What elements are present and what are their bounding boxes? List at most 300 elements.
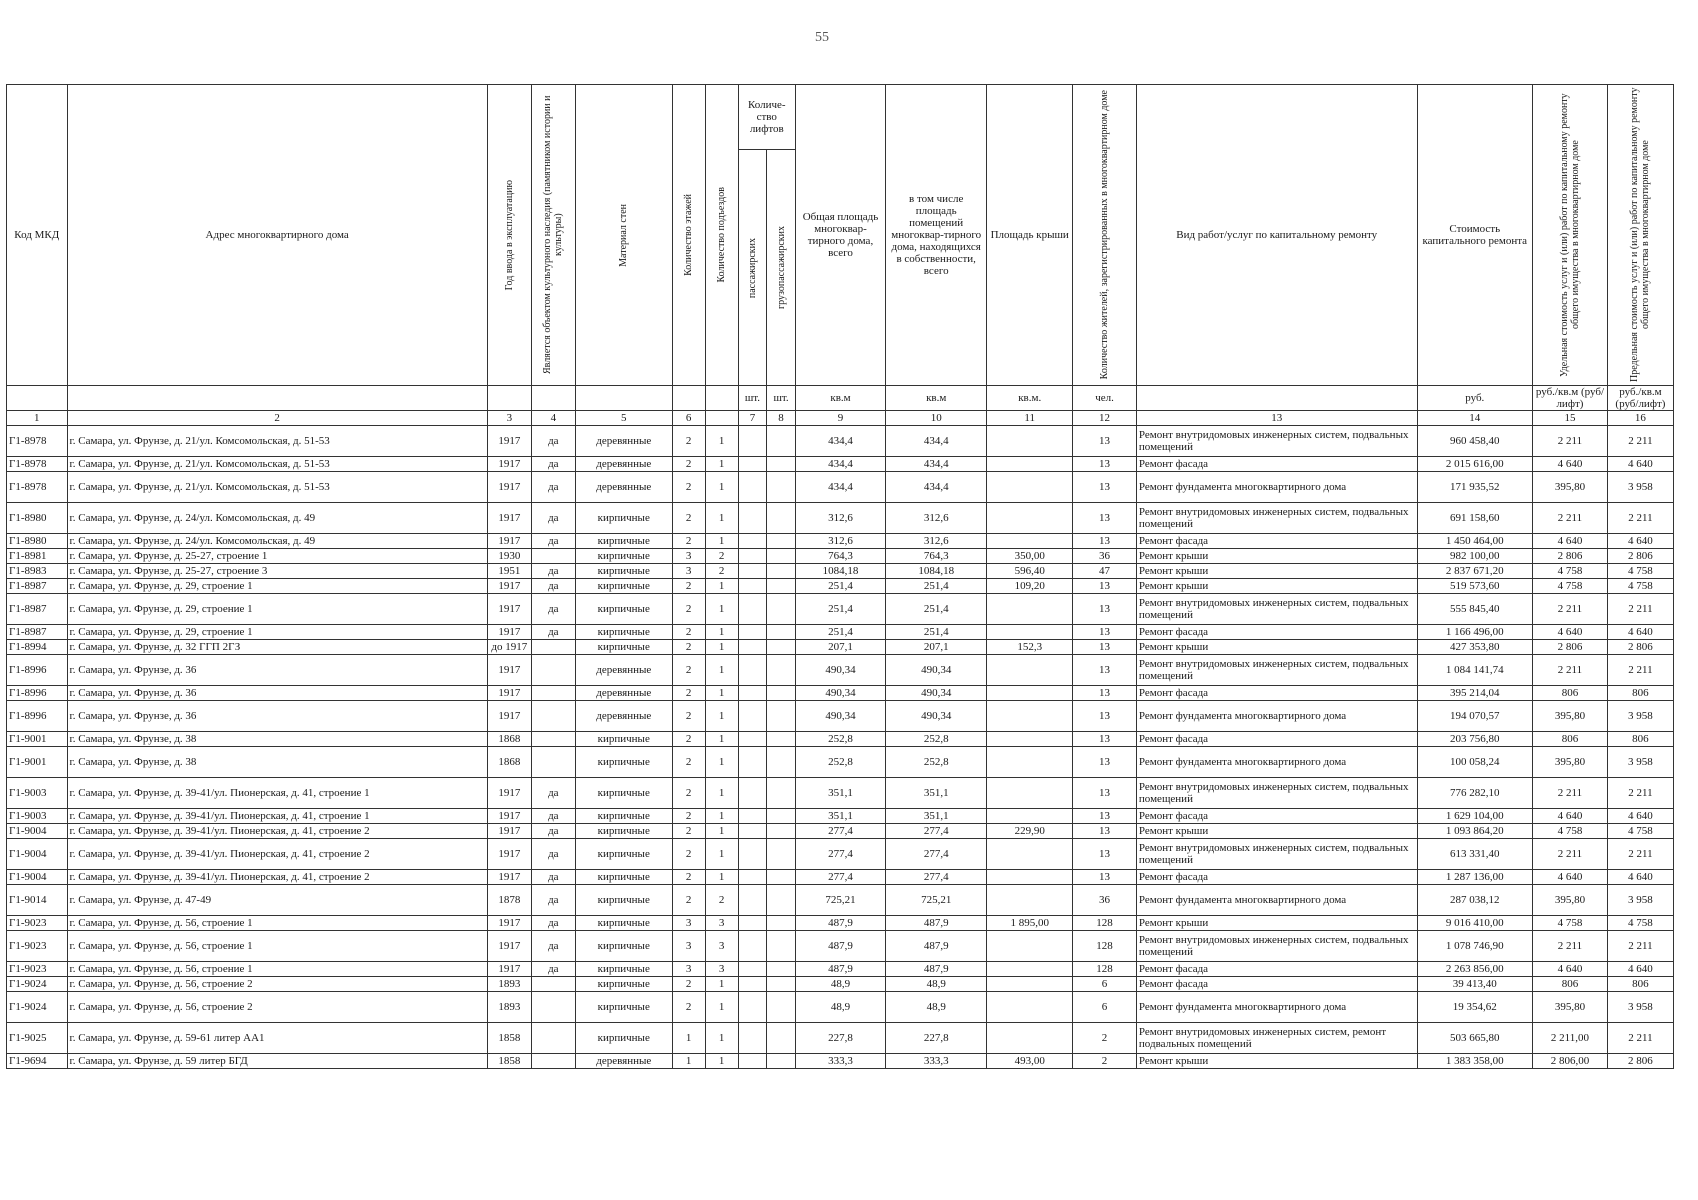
cell-floors: 2 xyxy=(672,579,705,594)
cell-unit-cost: 2 211 xyxy=(1533,594,1608,625)
cell-floors: 3 xyxy=(672,962,705,977)
cell-code: Г1-8978 xyxy=(7,472,68,503)
cell-roof-area xyxy=(987,839,1073,870)
table-row xyxy=(7,594,1674,625)
cell-unit-cost: 395,80 xyxy=(1533,472,1608,503)
column-number: 16 xyxy=(1607,411,1673,426)
cell-unit-cost: 2 211,00 xyxy=(1533,1023,1608,1054)
cell-area-owned: 490,34 xyxy=(886,655,987,686)
cell-code: Г1-8987 xyxy=(7,579,68,594)
cell-area-total: 487,9 xyxy=(795,931,885,962)
cell-floors: 1 xyxy=(672,1054,705,1069)
cell-residents: 13 xyxy=(1073,503,1137,534)
cell-cost: 1 450 464,00 xyxy=(1417,534,1533,549)
cell-heritage: да xyxy=(531,809,575,824)
table-row xyxy=(7,916,1674,931)
cell-entrances: 1 xyxy=(705,625,738,640)
cell-unit-cost: 4 640 xyxy=(1533,962,1608,977)
cell-walls: кирпичные xyxy=(575,747,672,778)
cell-floors: 2 xyxy=(672,778,705,809)
cell-heritage: да xyxy=(531,885,575,916)
cell-unit-cost: 2 211 xyxy=(1533,931,1608,962)
cell-residents: 13 xyxy=(1073,625,1137,640)
cell-address: г. Самара, ул. Фрунзе, д. 38 xyxy=(67,732,487,747)
header-roof-area: Площадь крыши xyxy=(987,85,1073,386)
cell-roof-area xyxy=(987,977,1073,992)
cell-roof-area xyxy=(987,885,1073,916)
column-number: 14 xyxy=(1417,411,1533,426)
table-row xyxy=(7,1023,1674,1054)
cell-work-type: Ремонт фасада xyxy=(1136,625,1417,640)
cell-code: Г1-8987 xyxy=(7,594,68,625)
cell-cost: 2 263 856,00 xyxy=(1417,962,1533,977)
cell-walls: кирпичные xyxy=(575,579,672,594)
cell-residents: 13 xyxy=(1073,686,1137,701)
cell-entrances: 1 xyxy=(705,701,738,732)
cell-max-cost: 4 640 xyxy=(1607,457,1673,472)
cell-max-cost: 4 640 xyxy=(1607,809,1673,824)
cell-year: 1917 xyxy=(487,931,531,962)
table-row xyxy=(7,579,1674,594)
cell-roof-area: 596,40 xyxy=(987,564,1073,579)
cell-work-type: Ремонт фасада xyxy=(1136,870,1417,885)
cell-residents: 13 xyxy=(1073,594,1137,625)
cell-work-type: Ремонт крыши xyxy=(1136,824,1417,839)
cell-lifts-pass xyxy=(738,870,767,885)
cell-floors: 2 xyxy=(672,686,705,701)
cell-walls: кирпичные xyxy=(575,962,672,977)
cell-max-cost: 806 xyxy=(1607,686,1673,701)
cell-code: Г1-8996 xyxy=(7,655,68,686)
cell-address: г. Самара, ул. Фрунзе, д. 36 xyxy=(67,655,487,686)
cell-max-cost: 2 806 xyxy=(1607,640,1673,655)
cell-address: г. Самара, ул. Фрунзе, д. 56, строение 2 xyxy=(67,977,487,992)
cell-area-total: 490,34 xyxy=(795,686,885,701)
cell-work-type: Ремонт фасада xyxy=(1136,977,1417,992)
cell-area-owned: 277,4 xyxy=(886,839,987,870)
header-address: Адрес многоквартирного дома xyxy=(67,85,487,386)
cell-lifts-pass xyxy=(738,916,767,931)
cell-area-owned: 207,1 xyxy=(886,640,987,655)
column-number: 10 xyxy=(886,411,987,426)
cell-residents: 128 xyxy=(1073,916,1137,931)
cell-lifts-pass xyxy=(738,824,767,839)
cell-lifts-cargo xyxy=(767,549,796,564)
table-row xyxy=(7,1054,1674,1069)
cell-address: г. Самара, ул. Фрунзе, д. 56, строение 1 xyxy=(67,962,487,977)
cell-roof-area xyxy=(987,732,1073,747)
cell-unit-cost: 806 xyxy=(1533,686,1608,701)
cell-cost: 1 084 141,74 xyxy=(1417,655,1533,686)
cell-area-owned: 48,9 xyxy=(886,992,987,1023)
cell-area-owned: 227,8 xyxy=(886,1023,987,1054)
cell-cost: 1 629 104,00 xyxy=(1417,809,1533,824)
cell-address: г. Самара, ул. Фрунзе, д. 36 xyxy=(67,686,487,701)
cell-area-total: 764,3 xyxy=(795,549,885,564)
cell-area-total: 207,1 xyxy=(795,640,885,655)
cell-area-total: 48,9 xyxy=(795,977,885,992)
cell-address: г. Самара, ул. Фрунзе, д. 25-27, строение 1 xyxy=(67,549,487,564)
cell-year: 1917 xyxy=(487,503,531,534)
cell-unit-cost: 395,80 xyxy=(1533,747,1608,778)
cell-entrances: 1 xyxy=(705,732,738,747)
cell-code: Г1-8980 xyxy=(7,503,68,534)
cell-entrances: 1 xyxy=(705,1023,738,1054)
cell-residents: 13 xyxy=(1073,640,1137,655)
cell-unit-cost: 2 211 xyxy=(1533,426,1608,457)
capital-repair-register-table xyxy=(6,84,1674,1069)
cell-lifts-pass xyxy=(738,534,767,549)
cell-max-cost: 2 211 xyxy=(1607,594,1673,625)
cell-year: 1893 xyxy=(487,977,531,992)
cell-residents: 36 xyxy=(1073,885,1137,916)
cell-cost: 776 282,10 xyxy=(1417,778,1533,809)
cell-lifts-cargo xyxy=(767,747,796,778)
cell-max-cost: 4 640 xyxy=(1607,870,1673,885)
cell-lifts-cargo xyxy=(767,824,796,839)
cell-area-total: 434,4 xyxy=(795,457,885,472)
cell-code: Г1-8983 xyxy=(7,564,68,579)
cell-work-type: Ремонт фасада xyxy=(1136,534,1417,549)
cell-area-owned: 312,6 xyxy=(886,534,987,549)
cell-walls: деревянные xyxy=(575,1054,672,1069)
cell-area-owned: 487,9 xyxy=(886,931,987,962)
cell-work-type: Ремонт крыши xyxy=(1136,549,1417,564)
cell-residents: 13 xyxy=(1073,701,1137,732)
cell-floors: 2 xyxy=(672,701,705,732)
cell-year: 1917 xyxy=(487,625,531,640)
cell-floors: 2 xyxy=(672,839,705,870)
cell-heritage xyxy=(531,701,575,732)
cell-code: Г1-8994 xyxy=(7,640,68,655)
cell-work-type: Ремонт крыши xyxy=(1136,579,1417,594)
cell-entrances: 3 xyxy=(705,916,738,931)
cell-year: 1917 xyxy=(487,579,531,594)
table-row xyxy=(7,701,1674,732)
cell-walls: кирпичные xyxy=(575,885,672,916)
cell-walls: деревянные xyxy=(575,686,672,701)
cell-cost: 19 354,62 xyxy=(1417,992,1533,1023)
cell-entrances: 1 xyxy=(705,534,738,549)
table-row xyxy=(7,534,1674,549)
cell-heritage xyxy=(531,977,575,992)
cell-max-cost: 4 640 xyxy=(1607,962,1673,977)
cell-max-cost: 4 758 xyxy=(1607,916,1673,931)
cell-work-type: Ремонт фундамента многоквартирного дома xyxy=(1136,992,1417,1023)
cell-area-owned: 1084,18 xyxy=(886,564,987,579)
cell-heritage xyxy=(531,640,575,655)
cell-lifts-cargo xyxy=(767,472,796,503)
cell-entrances: 1 xyxy=(705,977,738,992)
cell-floors: 2 xyxy=(672,625,705,640)
cell-area-total: 252,8 xyxy=(795,747,885,778)
cell-walls: кирпичные xyxy=(575,778,672,809)
cell-lifts-pass xyxy=(738,1054,767,1069)
cell-roof-area xyxy=(987,992,1073,1023)
cell-heritage xyxy=(531,655,575,686)
table-row xyxy=(7,962,1674,977)
cell-cost: 1 383 358,00 xyxy=(1417,1054,1533,1069)
cell-area-owned: 333,3 xyxy=(886,1054,987,1069)
cell-residents: 13 xyxy=(1073,579,1137,594)
cell-year: 1917 xyxy=(487,701,531,732)
cell-area-owned: 487,9 xyxy=(886,962,987,977)
cell-heritage: да xyxy=(531,426,575,457)
header-max-cost: Предельная стоимость услуг и (или) работ по капитальному ремонту общего имущества в многоквартирном доме xyxy=(1629,87,1652,383)
cell-year: 1917 xyxy=(487,839,531,870)
cell-cost: 982 100,00 xyxy=(1417,549,1533,564)
cell-max-cost: 2 211 xyxy=(1607,839,1673,870)
cell-lifts-cargo xyxy=(767,640,796,655)
cell-lifts-pass xyxy=(738,992,767,1023)
cell-walls: деревянные xyxy=(575,701,672,732)
cell-lifts-cargo xyxy=(767,931,796,962)
cell-area-owned: 48,9 xyxy=(886,977,987,992)
cell-code: Г1-9023 xyxy=(7,931,68,962)
cell-lifts-cargo xyxy=(767,839,796,870)
cell-roof-area: 493,00 xyxy=(987,1054,1073,1069)
cell-lifts-cargo xyxy=(767,885,796,916)
cell-lifts-cargo xyxy=(767,870,796,885)
cell-area-owned: 725,21 xyxy=(886,885,987,916)
cell-code: Г1-9023 xyxy=(7,916,68,931)
column-number: 2 xyxy=(67,411,487,426)
cell-area-owned: 251,4 xyxy=(886,579,987,594)
cell-code: Г1-8978 xyxy=(7,457,68,472)
cell-roof-area xyxy=(987,686,1073,701)
cell-lifts-pass xyxy=(738,549,767,564)
cell-address: г. Самара, ул. Фрунзе, д. 59-61 литер АА1 xyxy=(67,1023,487,1054)
cell-area-total: 434,4 xyxy=(795,426,885,457)
cell-year: 1858 xyxy=(487,1023,531,1054)
cell-area-total: 434,4 xyxy=(795,472,885,503)
cell-lifts-cargo xyxy=(767,916,796,931)
cell-max-cost: 2 806 xyxy=(1607,1054,1673,1069)
cell-year: 1917 xyxy=(487,809,531,824)
header-year: Год ввода в эксплуатацию xyxy=(503,179,515,291)
cell-unit-cost: 2 211 xyxy=(1533,503,1608,534)
cell-cost: 39 413,40 xyxy=(1417,977,1533,992)
cell-floors: 2 xyxy=(672,426,705,457)
cell-heritage: да xyxy=(531,778,575,809)
cell-cost: 2 837 671,20 xyxy=(1417,564,1533,579)
table-row xyxy=(7,747,1674,778)
cell-floors: 2 xyxy=(672,655,705,686)
table-row xyxy=(7,426,1674,457)
cell-address: г. Самара, ул. Фрунзе, д. 29, строение 1 xyxy=(67,594,487,625)
cell-max-cost: 4 758 xyxy=(1607,824,1673,839)
header-walls: Материал стен xyxy=(618,203,630,267)
cell-code: Г1-9003 xyxy=(7,809,68,824)
cell-lifts-cargo xyxy=(767,579,796,594)
cell-code: Г1-8996 xyxy=(7,686,68,701)
header-cost: Стоимость капитального ремонта xyxy=(1417,85,1533,386)
cell-max-cost: 3 958 xyxy=(1607,885,1673,916)
cell-heritage: да xyxy=(531,472,575,503)
cell-max-cost: 2 211 xyxy=(1607,503,1673,534)
cell-code: Г1-8980 xyxy=(7,534,68,549)
cell-roof-area xyxy=(987,457,1073,472)
cell-entrances: 1 xyxy=(705,992,738,1023)
cell-unit-cost: 2 806,00 xyxy=(1533,1054,1608,1069)
unit-roof-area: кв.м. xyxy=(987,386,1073,411)
table-row xyxy=(7,732,1674,747)
cell-walls: деревянные xyxy=(575,457,672,472)
cell-unit-cost: 2 211 xyxy=(1533,778,1608,809)
cell-lifts-cargo xyxy=(767,701,796,732)
cell-address: г. Самара, ул. Фрунзе, д. 24/ул. Комсомольская, д. 49 xyxy=(67,534,487,549)
cell-entrances: 2 xyxy=(705,885,738,916)
cell-residents: 13 xyxy=(1073,457,1137,472)
cell-max-cost: 2 806 xyxy=(1607,549,1673,564)
cell-floors: 2 xyxy=(672,594,705,625)
header-work-type: Вид работ/услуг по капитальному ремонту xyxy=(1136,85,1417,386)
cell-entrances: 1 xyxy=(705,457,738,472)
cell-work-type: Ремонт фасада xyxy=(1136,962,1417,977)
cell-lifts-pass xyxy=(738,426,767,457)
cell-roof-area xyxy=(987,747,1073,778)
header-area-owned: в том числе площадь помещений многоквар-тирного дома, находящихся в собственности, всего xyxy=(886,85,987,386)
cell-entrances: 1 xyxy=(705,579,738,594)
cell-work-type: Ремонт внутридомовых инженерных систем, подвальных помещений xyxy=(1136,503,1417,534)
cell-residents: 128 xyxy=(1073,962,1137,977)
cell-address: г. Самара, ул. Фрунзе, д. 39-41/ул. Пионерская, д. 41, строение 2 xyxy=(67,839,487,870)
cell-heritage xyxy=(531,686,575,701)
table-row xyxy=(7,809,1674,824)
cell-floors: 2 xyxy=(672,747,705,778)
cell-lifts-cargo xyxy=(767,534,796,549)
cell-entrances: 1 xyxy=(705,839,738,870)
table-row xyxy=(7,778,1674,809)
cell-floors: 2 xyxy=(672,824,705,839)
column-number: 15 xyxy=(1533,411,1608,426)
cell-unit-cost: 395,80 xyxy=(1533,992,1608,1023)
cell-walls: кирпичные xyxy=(575,992,672,1023)
cell-work-type: Ремонт фасада xyxy=(1136,686,1417,701)
cell-area-owned: 434,4 xyxy=(886,472,987,503)
cell-year: 1917 xyxy=(487,472,531,503)
cell-address: г. Самара, ул. Фрунзе, д. 56, строение 2 xyxy=(67,992,487,1023)
cell-cost: 519 573,60 xyxy=(1417,579,1533,594)
cell-area-total: 227,8 xyxy=(795,1023,885,1054)
cell-code: Г1-9025 xyxy=(7,1023,68,1054)
cell-entrances: 1 xyxy=(705,426,738,457)
cell-year: 1917 xyxy=(487,778,531,809)
cell-work-type: Ремонт фундамента многоквартирного дома xyxy=(1136,885,1417,916)
cell-work-type: Ремонт внутридомовых инженерных систем, подвальных помещений xyxy=(1136,839,1417,870)
cell-lifts-pass xyxy=(738,732,767,747)
cell-cost: 613 331,40 xyxy=(1417,839,1533,870)
cell-address: г. Самара, ул. Фрунзе, д. 56, строение 1 xyxy=(67,931,487,962)
cell-lifts-cargo xyxy=(767,503,796,534)
cell-lifts-cargo xyxy=(767,564,796,579)
cell-residents: 13 xyxy=(1073,809,1137,824)
cell-heritage: да xyxy=(531,564,575,579)
table-row xyxy=(7,655,1674,686)
cell-work-type: Ремонт фундамента многоквартирного дома xyxy=(1136,472,1417,503)
cell-floors: 3 xyxy=(672,931,705,962)
cell-cost: 171 935,52 xyxy=(1417,472,1533,503)
cell-heritage: да xyxy=(531,824,575,839)
cell-lifts-pass xyxy=(738,655,767,686)
table-row xyxy=(7,824,1674,839)
cell-roof-area xyxy=(987,778,1073,809)
cell-lifts-pass xyxy=(738,778,767,809)
cell-heritage: да xyxy=(531,839,575,870)
cell-walls: кирпичные xyxy=(575,977,672,992)
cell-residents: 13 xyxy=(1073,824,1137,839)
cell-entrances: 1 xyxy=(705,1054,738,1069)
cell-address: г. Самара, ул. Фрунзе, д. 29, строение 1 xyxy=(67,625,487,640)
cell-unit-cost: 4 640 xyxy=(1533,457,1608,472)
cell-code: Г1-9024 xyxy=(7,992,68,1023)
cell-year: 1917 xyxy=(487,534,531,549)
cell-lifts-cargo xyxy=(767,977,796,992)
cell-address: г. Самара, ул. Фрунзе, д. 56, строение 1 xyxy=(67,916,487,931)
cell-floors: 2 xyxy=(672,885,705,916)
cell-max-cost: 4 758 xyxy=(1607,564,1673,579)
cell-lifts-cargo xyxy=(767,732,796,747)
cell-area-total: 487,9 xyxy=(795,916,885,931)
cell-code: Г1-9001 xyxy=(7,732,68,747)
cell-roof-area xyxy=(987,1023,1073,1054)
cell-area-total: 251,4 xyxy=(795,625,885,640)
cell-unit-cost: 2 211 xyxy=(1533,839,1608,870)
cell-max-cost: 2 211 xyxy=(1607,778,1673,809)
cell-entrances: 1 xyxy=(705,594,738,625)
cell-lifts-cargo xyxy=(767,457,796,472)
cell-code: Г1-8981 xyxy=(7,549,68,564)
cell-area-total: 351,1 xyxy=(795,809,885,824)
cell-entrances: 1 xyxy=(705,655,738,686)
cell-roof-area xyxy=(987,701,1073,732)
cell-work-type: Ремонт внутридомовых инженерных систем, подвальных помещений xyxy=(1136,931,1417,962)
cell-heritage: да xyxy=(531,503,575,534)
cell-code: Г1-9023 xyxy=(7,962,68,977)
cell-walls: кирпичные xyxy=(575,732,672,747)
cell-walls: деревянные xyxy=(575,426,672,457)
cell-cost: 287 038,12 xyxy=(1417,885,1533,916)
cell-lifts-pass xyxy=(738,625,767,640)
cell-lifts-pass xyxy=(738,472,767,503)
cell-lifts-cargo xyxy=(767,1023,796,1054)
cell-area-total: 725,21 xyxy=(795,885,885,916)
cell-lifts-pass xyxy=(738,885,767,916)
cell-walls: кирпичные xyxy=(575,549,672,564)
cell-walls: кирпичные xyxy=(575,625,672,640)
cell-area-owned: 251,4 xyxy=(886,594,987,625)
cell-lifts-cargo xyxy=(767,655,796,686)
unit-area-total: кв.м xyxy=(795,386,885,411)
cell-area-total: 312,6 xyxy=(795,503,885,534)
cell-area-owned: 277,4 xyxy=(886,824,987,839)
cell-area-owned: 252,8 xyxy=(886,732,987,747)
cell-heritage xyxy=(531,1023,575,1054)
cell-year: 1868 xyxy=(487,747,531,778)
unit-lifts-cargo: шт. xyxy=(767,386,796,411)
cell-work-type: Ремонт внутридомовых инженерных систем, подвальных помещений xyxy=(1136,426,1417,457)
cell-code: Г1-8996 xyxy=(7,701,68,732)
header-entrances: Количество подъездов xyxy=(716,187,728,283)
table-row xyxy=(7,870,1674,885)
cell-work-type: Ремонт внутридомовых инженерных систем, подвальных помещений xyxy=(1136,594,1417,625)
cell-cost: 194 070,57 xyxy=(1417,701,1533,732)
cell-area-owned: 487,9 xyxy=(886,916,987,931)
cell-floors: 3 xyxy=(672,564,705,579)
table-row xyxy=(7,640,1674,655)
unit-cost: руб. xyxy=(1417,386,1533,411)
cell-area-total: 251,4 xyxy=(795,594,885,625)
